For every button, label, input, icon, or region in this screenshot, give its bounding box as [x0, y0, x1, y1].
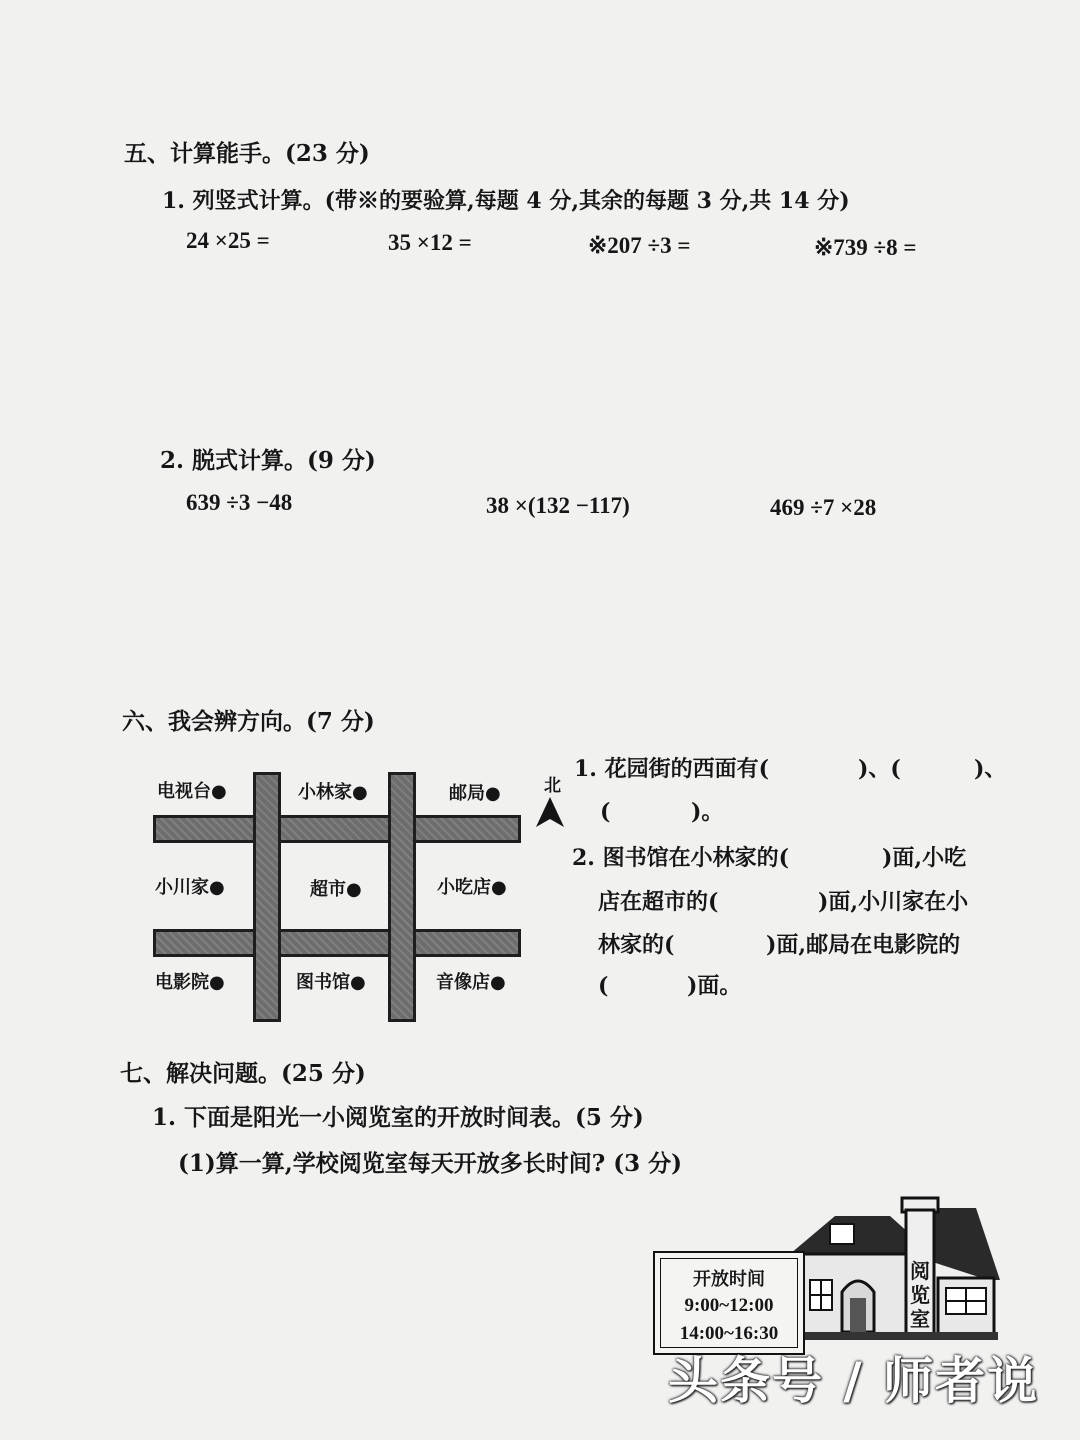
- place-xiaochuan-home: 小川家●: [155, 877, 225, 898]
- place-snack-shop: 小吃店●: [437, 877, 507, 898]
- place-cinema: 电影院●: [155, 972, 225, 993]
- section5-q2-prompt: 2. 脱式计算。(9 分): [160, 447, 376, 474]
- s6-q2-line2a: 店在超市的(: [598, 889, 719, 915]
- building-sign-char-3: 室: [910, 1307, 930, 1331]
- s6-q2-line3b: )面,邮局在电影院的: [766, 932, 961, 958]
- s6-q2-line1b: )面,小吃: [882, 845, 967, 871]
- place-xiaolin-home: 小林家●: [298, 782, 368, 803]
- section7-q1: 1. 下面是阳光一小阅览室的开放时间表。(5 分): [152, 1104, 644, 1131]
- road-horizontal-bottom: [153, 929, 521, 957]
- s6-q1-part2: )、(: [858, 756, 901, 782]
- reading-room-building-icon: [780, 1194, 1005, 1344]
- s6-q2-line1a: 2. 图书馆在小林家的(: [572, 845, 790, 871]
- building-sign-char-1: 阅: [910, 1259, 930, 1283]
- calc-item-1: 24 ×25 =: [186, 228, 270, 253]
- opening-hours-slot1: 9:00~12:00: [684, 1295, 774, 1316]
- mixed-calc-3: 469 ÷7 ×28: [770, 495, 877, 520]
- section6-title: 六、我会辨方向。(7 分): [122, 708, 375, 735]
- watermark-text: 头条号 / 师者说: [668, 1352, 1040, 1410]
- calc-item-2: 35 ×12 =: [388, 230, 472, 255]
- section5-title: 五、计算能手。(23 分): [124, 140, 370, 167]
- mixed-calc-1: 639 ÷3 −48: [186, 490, 293, 515]
- calc-item-3: ※207 ÷3 =: [588, 233, 691, 258]
- s6-q1-part3: )、: [974, 756, 1007, 782]
- north-arrow-icon: [533, 795, 567, 829]
- place-tv-station: 电视台●: [157, 781, 227, 802]
- place-music-store: 音像店●: [436, 972, 506, 993]
- s6-q1-part4: (: [600, 799, 611, 825]
- section7-title: 七、解决问题。(25 分): [120, 1060, 366, 1087]
- place-library: 图书馆●: [296, 972, 366, 993]
- s6-q2-line2b: )面,小川家在小: [818, 889, 969, 915]
- mixed-calc-2: 38 ×(132 −117): [486, 493, 630, 518]
- opening-hours-slot2: 14:00~16:30: [679, 1323, 779, 1344]
- s6-q1-part1: 1. 花园街的西面有(: [574, 756, 770, 782]
- calc-item-4: ※739 ÷8 =: [814, 235, 917, 260]
- s6-q2-line3a: 林家的(: [598, 932, 675, 958]
- place-post-office: 邮局●: [449, 783, 501, 804]
- s6-q2-line4b: )面。: [687, 973, 742, 999]
- s6-q2-line4a: (: [598, 973, 609, 999]
- s6-q1-part5: )。: [691, 799, 724, 825]
- opening-hours-box: [653, 1251, 805, 1355]
- opening-hours-title: 开放时间: [693, 1269, 765, 1290]
- section5-q1-prompt: 1. 列竖式计算。(带※的要验算,每题 4 分,其余的每题 3 分,共 14 分): [162, 188, 850, 214]
- section7-q1-1: (1)算一算,学校阅览室每天开放多长时间? (3 分): [178, 1150, 683, 1177]
- north-label: 北: [540, 776, 560, 793]
- place-supermarket: 超市●: [310, 879, 362, 900]
- road-vertical-right: [388, 772, 416, 1022]
- road-horizontal-top: [153, 815, 521, 843]
- road-vertical-left: [253, 772, 281, 1022]
- building-sign-char-2: 览: [910, 1283, 930, 1307]
